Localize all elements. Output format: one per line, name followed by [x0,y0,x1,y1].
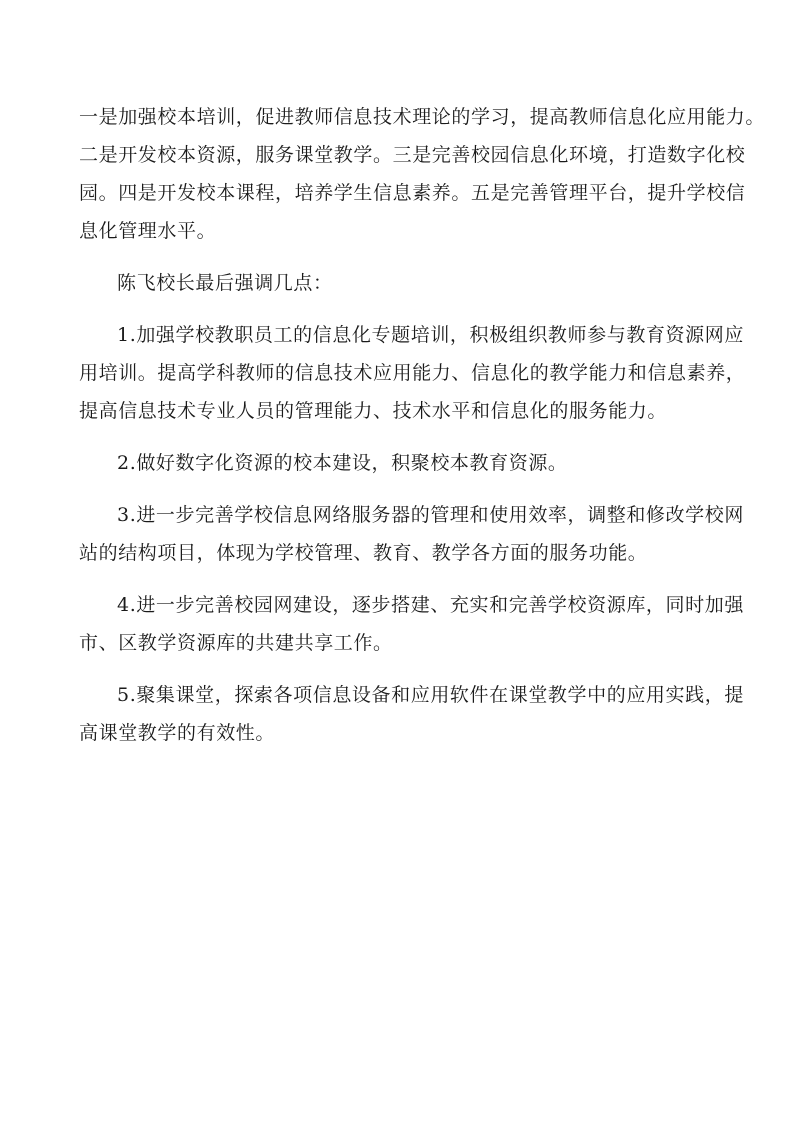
text-line: 用培训。提高学科教师的信息技术应用能力、信息化的教学能力和信息素养， [79,362,746,384]
text-line: 3.进一步完善学校信息网络服务器的管理和使用效率，调整和修改学校网 [117,504,744,526]
text-line: 市、区教学资源库的共建共享工作。 [79,632,393,654]
text-line: 息化管理水平。 [79,220,217,242]
paragraph-point-1 [79,316,746,430]
document-body [79,98,766,766]
text-line: 5.聚集课堂，探索各项信息设备和应用软件在课堂教学中的应用实践，提 [117,684,744,706]
text-line: 一是加强校本培训，促进教师信息技术理论的学习，提高教师信息化应用能力。 [79,106,766,128]
text-line: 园。四是开发校本课程，培养学生信息素养。五是完善管理平台，提升学校信 [79,182,746,204]
text-line: 1.加强学校教职员工的信息化专题培训，积极组织教师参与教育资源网应 [117,324,744,346]
text-line: 4.进一步完善校园网建设，逐步搭建、充实和完善学校资源库，同时加强 [117,594,744,616]
paragraph-point-3 [79,496,744,572]
paragraph-principal-intro [79,264,721,302]
text-line: 高课堂教学的有效性。 [79,722,276,744]
text-line: 二是开发校本资源，服务课堂教学。三是完善校园信息化环境，打造数字化校 [79,144,746,166]
paragraph-initiatives [79,98,766,250]
text-line: 站的结构项目，体现为学校管理、教育、教学各方面的服务功能。 [79,542,648,564]
text-line: 提高信息技术专业人员的管理能力、技术水平和信息化的服务能力。 [79,400,668,422]
paragraph-point-4 [79,586,744,662]
text-line: 陈飞校长最后强调几点： [117,272,333,294]
paragraph-point-2 [79,444,721,482]
text-line: 2.做好数字化资源的校本建设，积聚校本教育资源。 [117,452,568,474]
paragraph-point-5 [79,676,744,752]
